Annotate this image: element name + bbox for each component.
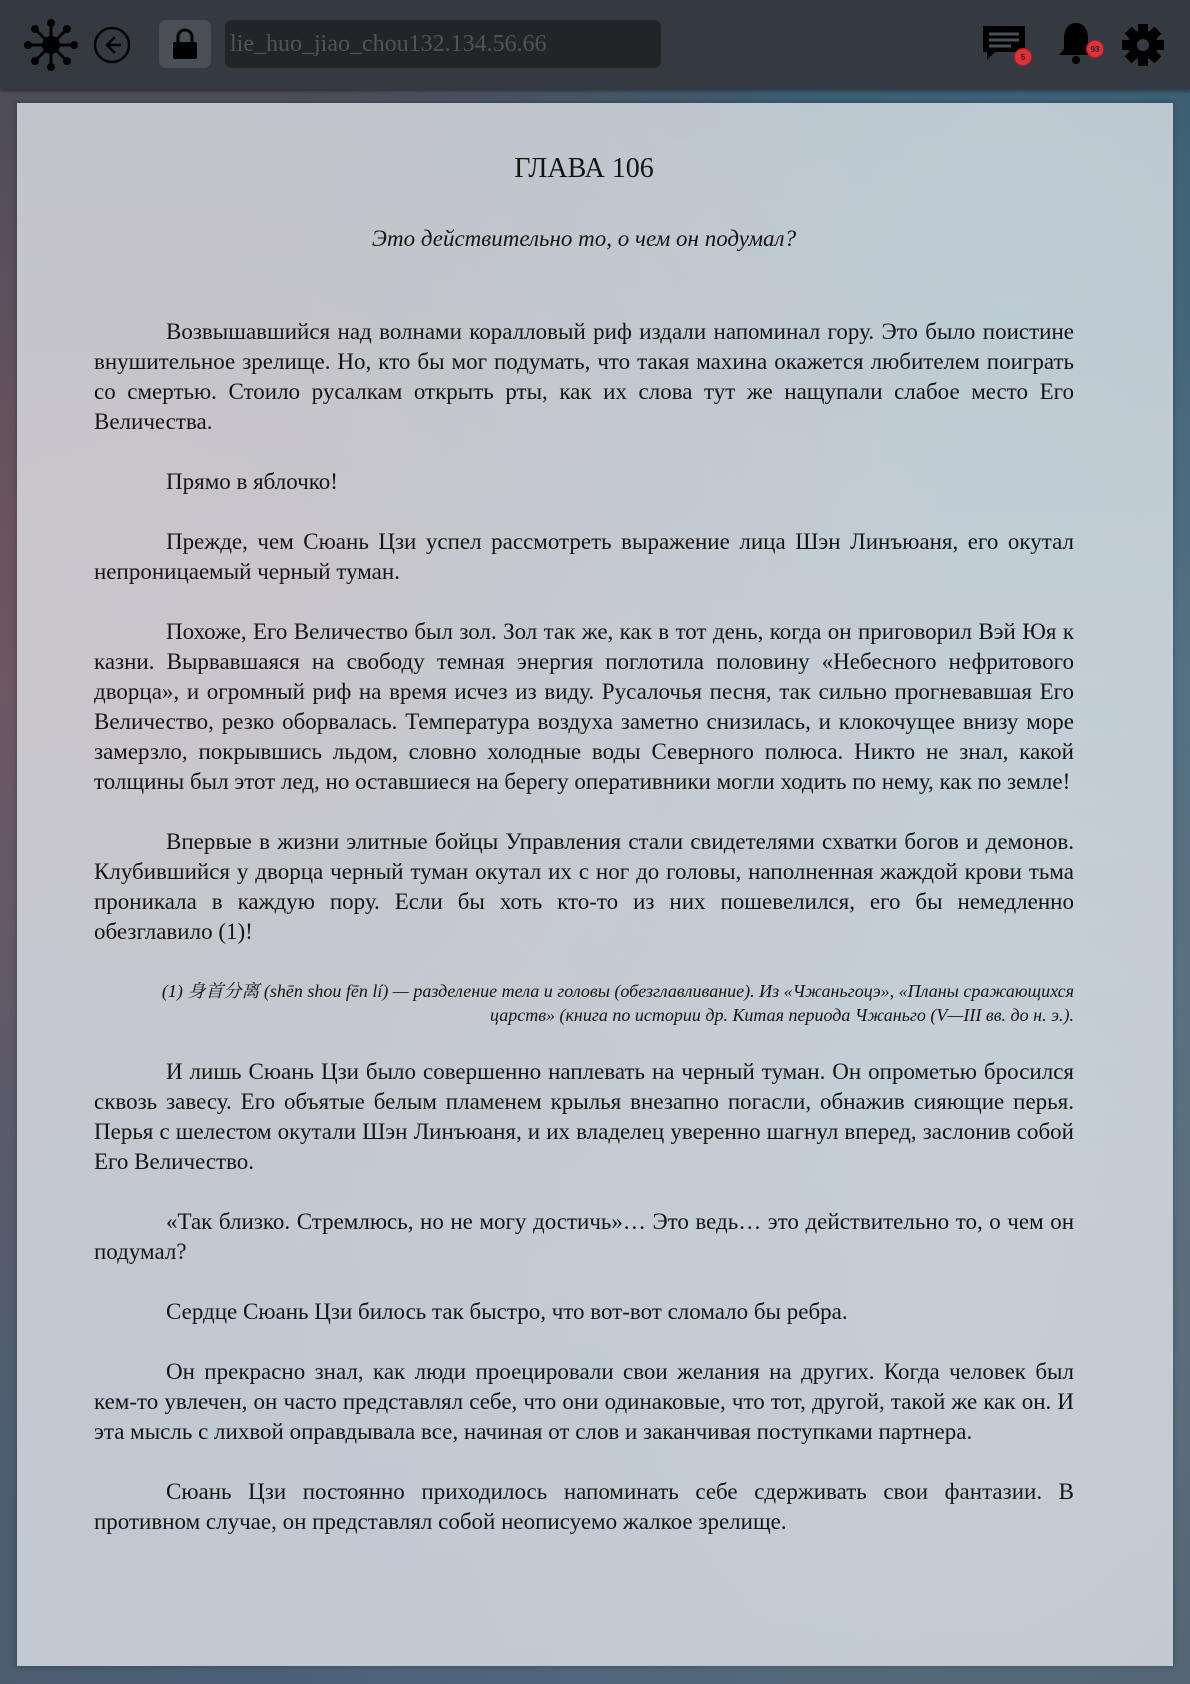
- paragraph: Впервые в жизни элитные бойцы Управления стали свидетелями схватки богов и демонов. Клубившийся у дворца черный туман окутал их с ног до головы, наполненная жаждой крови тьма проникала в каждую пору. Если бы хоть кто-то из них пошевелился, его бы немедленно обезглавило (1)!: [94, 829, 1074, 944]
- back-arrow-icon: [93, 26, 131, 64]
- messages-badge: 5: [1014, 48, 1032, 66]
- chapter-content: [94, 103, 1074, 1537]
- paragraph: «Так близко. Стремлюсь, но не могу достичь»… Это ведь… это действительно то, о чем он подумал?: [94, 1209, 1074, 1264]
- back-button[interactable]: [92, 25, 132, 65]
- paragraph: Прежде, чем Сюань Цзи успел рассмотреть выражение лица Шэн Линъюаня, его окутал непроницаемый черный туман.: [94, 529, 1074, 584]
- lock-icon: [170, 27, 200, 61]
- lock-button[interactable]: [159, 20, 211, 68]
- chapter-title: ГЛАВА 106: [514, 153, 654, 184]
- paragraph: Сюань Цзи постоянно приходилось напоминать себе сдерживать свои фантазии. В противном случае, он представлял собой неописуемо жалкое зрелище.: [94, 1479, 1074, 1534]
- settings-button[interactable]: [1118, 20, 1168, 70]
- chapter-subtitle: Это действительно то, о чем он подумал?: [371, 226, 797, 251]
- notifications-badge: 93: [1086, 40, 1104, 58]
- network-logo-icon[interactable]: [22, 18, 80, 72]
- notifications-button[interactable]: [1052, 20, 1100, 66]
- address-field[interactable]: [225, 20, 661, 68]
- gear-icon: [1121, 23, 1165, 67]
- paragraph: Прямо в яблочко!: [166, 469, 338, 494]
- top-bar: [0, 0, 1190, 89]
- footnote: (1) 身首分离 (shēn shou fēn lí) — разделение тела и головы (обезглавливание). Из «Чжаньгоцэ», «Планы сражающихся царств» (книга по истории др. Китая периода Чжаньго (V—III вв. до н. э.).: [161, 981, 1074, 1025]
- paragraph: Он прекрасно знал, как люди проецировали свои желания на других. Когда человек был кем-то увлечен, он часто представлял себе, что они одинаковые, что тот, другой, такой же как он. И эта мысль с лихвой оправдывала все, начиная от слов и заканчивая поступками партнера.: [94, 1359, 1074, 1444]
- paragraph: Сердце Сюань Цзи билось так быстро, что вот-вот сломало бы ребра.: [166, 1299, 848, 1324]
- messages-button[interactable]: [978, 22, 1030, 64]
- paragraph: И лишь Сюань Цзи было совершенно наплевать на черный туман. Он опрометью бросился сквозь завесу. Его объятые белым пламенем крылья внезапно погасли, обнажив сияющие перья. Перья с шелестом окутали Шэн Линъюаня, и их владелец уверенно шагнул вперед, заслонив собой Его Величество.: [94, 1059, 1074, 1174]
- paragraph: Похоже, Его Величество был зол. Зол так же, как в тот день, когда он приговорил Вэй Юя к казни. Вырвавшаяся на свободу темная энергия поглотила половину «Небесного нефритового дворца», и огромный риф на время исчез из виду. Русалочья песня, так сильно прогневавшая Его Величество, резко оборвалась. Температура воздуха заметно снизилась, и клокочущее внизу море замерзло, покрывшись льдом, словно холодные воды Северного полюса. Никто не знал, какой толщины был этот лед, но оставшиеся на берегу оперативники могли ходить по нему, как по земле!: [94, 619, 1074, 794]
- paragraph: Возвышавшийся над волнами коралловый риф издали напоминал гору. Это было поистине внушительное зрелище. Но, кто бы мог подумать, что такая махина окажется любителем поиграть со смертью. Стоило русалкам открыть рты, как их слова тут же нащупали слабое место Его Величества.: [94, 319, 1074, 434]
- address-text: lie_huo_jiao_chou132.134.56.66: [230, 30, 547, 57]
- reader-page: [17, 103, 1173, 1666]
